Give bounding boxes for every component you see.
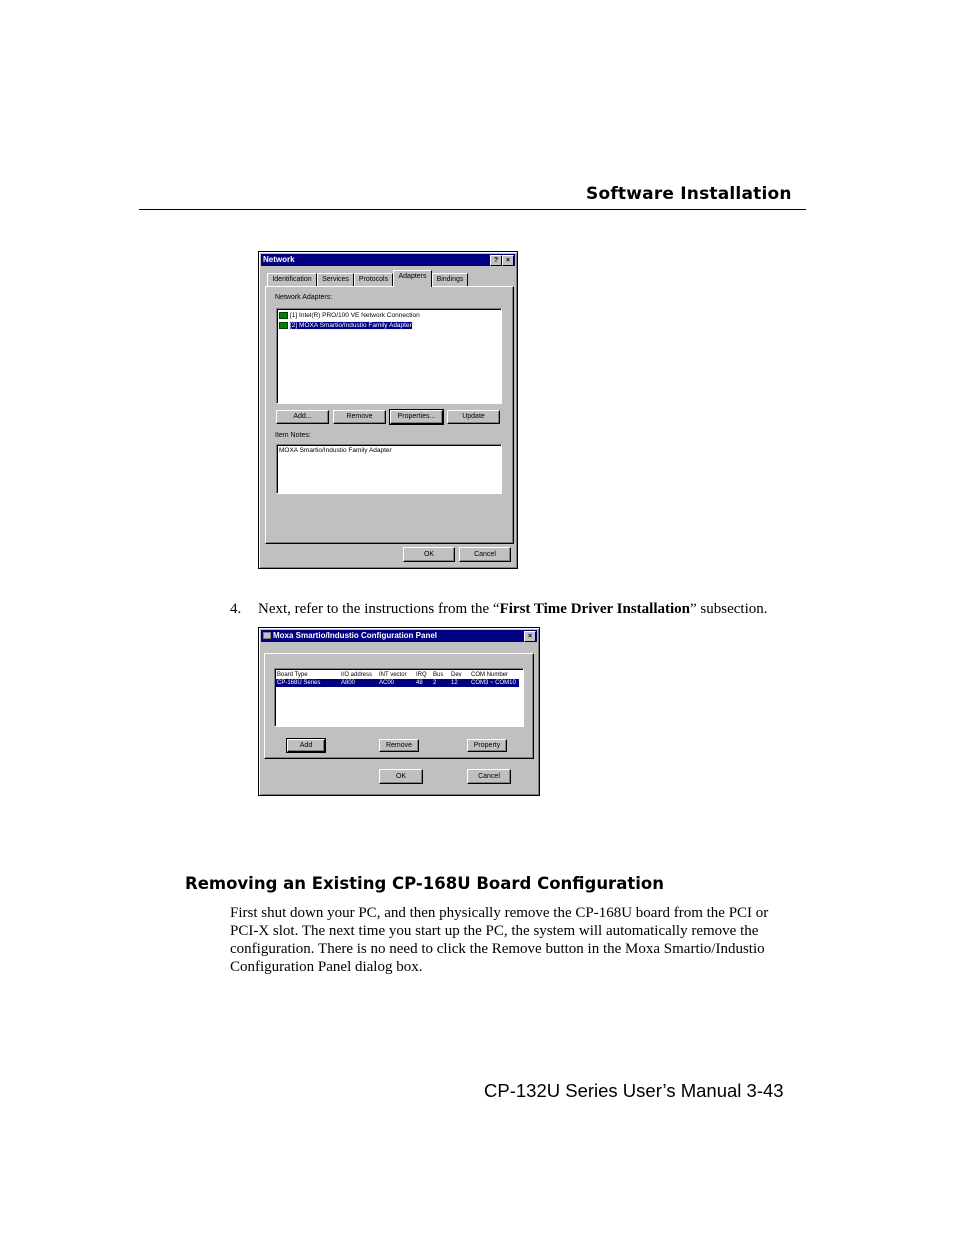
- add-button[interactable]: Add...: [276, 410, 329, 424]
- tab-adapters[interactable]: Adapters: [393, 270, 432, 287]
- step-4-number: 4.: [230, 601, 242, 617]
- item-notes-text: MOXA Smartio/Industio Family Adapter: [279, 447, 392, 454]
- close-button[interactable]: ×: [502, 255, 514, 266]
- column-header[interactable]: IRQ: [416, 672, 427, 678]
- section-paragraph-line: configuration. There is no need to click the Remove button in the Moxa Smartio/Industio: [230, 941, 765, 957]
- ok-button[interactable]: OK: [379, 769, 423, 784]
- page-footer: CP-132U Series User’s Manual 3-43: [484, 1080, 784, 1101]
- tab-protocols[interactable]: Protocols: [354, 273, 393, 286]
- table-header: [276, 671, 519, 679]
- config-panel-title: Moxa Smartio/Industio Configuration Panel: [273, 631, 438, 640]
- cancel-button[interactable]: Cancel: [467, 769, 511, 784]
- column-header[interactable]: Bus: [433, 672, 444, 678]
- column-header[interactable]: I/O address: [341, 672, 373, 678]
- network-adapters-list[interactable]: [276, 308, 502, 404]
- item-notes-box: [276, 444, 502, 494]
- header-rule: [139, 209, 806, 210]
- remove-button[interactable]: Remove: [333, 410, 386, 424]
- ok-button[interactable]: OK: [403, 547, 455, 562]
- column-header[interactable]: INT vector: [379, 672, 407, 678]
- network-card-icon: [279, 312, 288, 319]
- cancel-button[interactable]: Cancel: [459, 547, 511, 562]
- list-item-selected[interactable]: [2] MOXA Smartio/Industio Family Adapter: [279, 321, 412, 330]
- item-notes-label: Item Notes:: [275, 432, 311, 439]
- close-button[interactable]: ×: [524, 631, 536, 642]
- tab-bindings[interactable]: Bindings: [432, 273, 468, 286]
- config-panel-titlebar[interactable]: [261, 630, 537, 642]
- section-paragraph-line: First shut down your PC, and then physically remove the CP-168U board from the PCI or: [230, 905, 769, 921]
- board-list-group: [264, 653, 534, 759]
- tab-services[interactable]: Services: [317, 273, 354, 286]
- network-adapters-label: Network Adapters:: [275, 294, 333, 301]
- update-button[interactable]: Update: [447, 410, 500, 424]
- network-dialog-titlebar[interactable]: [261, 254, 515, 266]
- property-button[interactable]: Property: [467, 739, 507, 752]
- column-header[interactable]: Dev: [451, 672, 462, 678]
- link-first-time-driver-installation: First Time Driver Installation: [499, 601, 691, 617]
- tab-identification[interactable]: Identification: [267, 273, 317, 286]
- section-paragraph-line: Configuration Panel dialog box.: [230, 959, 423, 975]
- section-header: Software Installation: [586, 184, 792, 204]
- list-item[interactable]: [1] Intel(R) PRO/100 VE Network Connection: [279, 311, 420, 320]
- network-card-icon: [279, 322, 288, 329]
- add-board-button[interactable]: Add: [287, 739, 325, 752]
- network-dialog: [258, 251, 518, 569]
- column-header[interactable]: Board Type: [277, 672, 308, 678]
- network-dialog-title: Network: [263, 255, 295, 264]
- help-button[interactable]: ?: [490, 255, 502, 266]
- column-header[interactable]: COM Number: [471, 672, 509, 678]
- board-list[interactable]: [274, 668, 524, 727]
- section-paragraph-line: PCI-X slot. The next time you start up the PC, the system will automatically remove the: [230, 923, 759, 939]
- config-panel-dialog: [258, 627, 540, 796]
- section-heading: Removing an Existing CP-168U Board Configuration: [185, 874, 664, 893]
- properties-button[interactable]: Properties...: [390, 410, 443, 424]
- board-table: [276, 671, 519, 687]
- remove-board-button[interactable]: Remove: [379, 739, 419, 752]
- app-icon: [263, 632, 271, 639]
- step-4-text: Next, refer to the instructions from the “First Time Driver Installation” subsection.: [258, 601, 768, 617]
- adapters-tab-panel: [265, 286, 514, 544]
- table-row[interactable]: CP-168U Series A800 AC00 48 2 12 COM3 ~ COM10: [276, 679, 519, 687]
